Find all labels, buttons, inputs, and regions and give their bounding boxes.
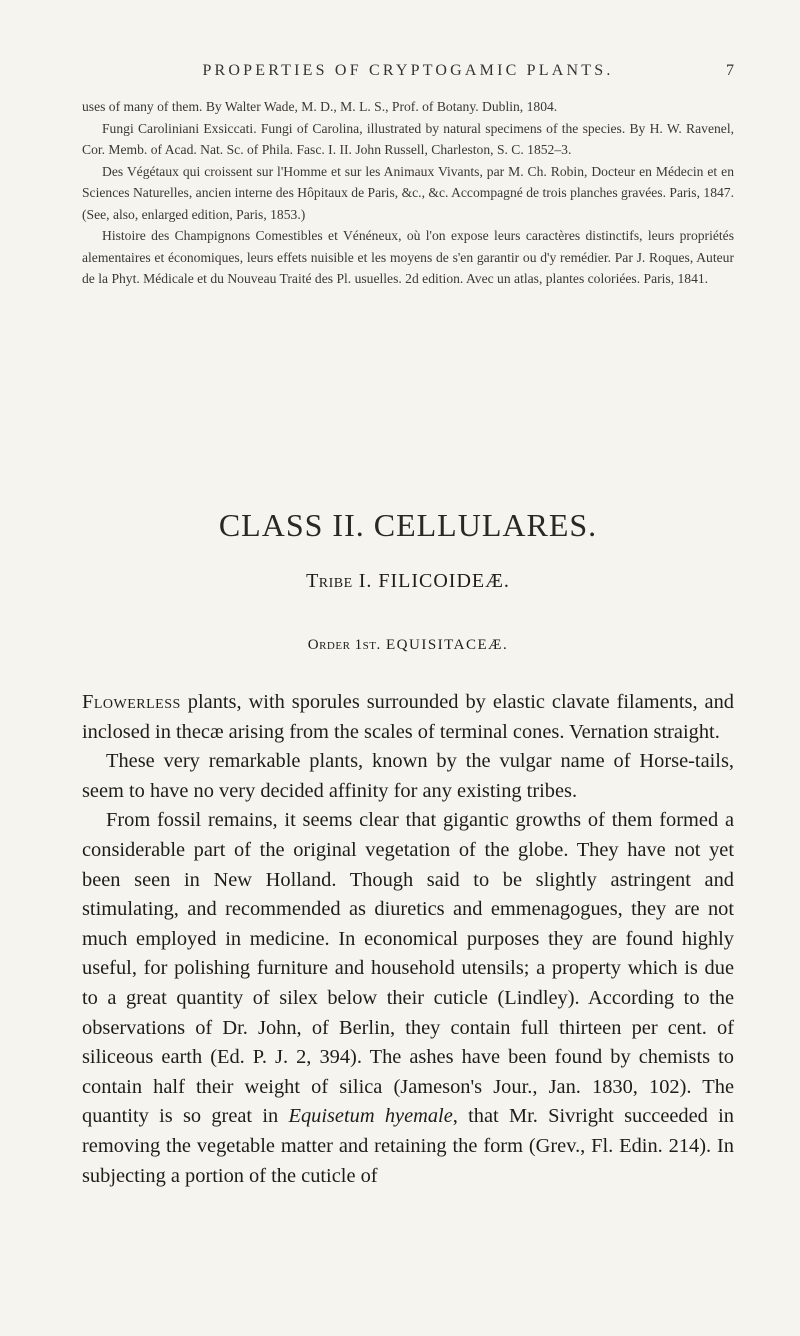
running-head-title: PROPERTIES OF CRYPTOGAMIC PLANTS. (202, 62, 614, 79)
body-paragraph: These very remarkable plants, known by the vulgar name of Horse-tails, seem to have no very decided affinity for any existing tribes. (82, 750, 734, 802)
order-heading (82, 637, 734, 654)
body-paragraph (82, 688, 734, 747)
tribe-heading-prefix: Tribe (306, 570, 353, 592)
species-name: Equisetum hyemale (288, 1105, 453, 1128)
bibliography-entry: Histoire des Champignons Comestibles et Vénéneux, où l'on expose leurs caractères distinctifs, leurs propriétés alementaires et économiques, leurs effets nuisible et les moyens de s'en garantir ou d'y remédier. Par J. Roques, Auteur de la Phyt. Médicale et du Nouveau Traité des Pl. usuelles. 2d edition. Avec un atlas, plantes coloriées. Paris, 1841. (82, 228, 734, 286)
bibliography-entry: Des Végétaux qui croissent sur l'Homme et sur les Animaux Vivants, par M. Ch. Robin, Docteur en Médecin et en Sciences Naturelles, ancien interne des Hôpitaux de Paris, &c., &c. Accompagné de trois planches gravées. Paris, 1847. (See, also, enlarged edition, Paris, 1853.) (82, 163, 734, 222)
body-text (82, 688, 734, 1191)
order-heading-prefix: Order 1st. (307, 637, 381, 653)
body-paragraph (82, 806, 734, 1191)
paragraph-text: plants, with sporules surrounded by elastic clavate filaments, and inclosed in thecæ arising from the scales of terminal cones. Vernation straight. (82, 691, 734, 743)
tribe-heading-rest: I. FILICOIDEÆ. (358, 570, 510, 592)
running-head (82, 62, 734, 80)
paragraph-lead: Flowerless (82, 691, 181, 713)
paragraph-text: From fossil remains, it seems clear that gigantic growths of them formed a considerable part of the original vegetation of the globe. They have not yet been seen in New Holland. Though said to be slightly astringent and stimulating, and recommended as diuretics and emmenagogues, they are not much employed in medicine. In economical purposes they are found highly useful, for polishing furniture and household utensils; a property which is due to a great quantity of silex below their cuticle (Lindley). According to the observations of Dr. John, of Berlin, they contain full thirteen per cent. of siliceous earth (Ed. P. J. 2, 394). The ashes have been found by chemists to contain half their weight of silica (Jameson's Jour., Jan. 1830, 102). The quantity is so great in (82, 809, 734, 1128)
paragraph-text: , that Mr. Sivright succeeded in removing the vegetable matter and retaining the form (Grev., Fl. Edin. 214). In subjecting a portion of the cuticle of (82, 1105, 734, 1187)
class-heading: CLASS II. CELLULARES. (218, 507, 598, 543)
bibliography (82, 96, 734, 290)
order-heading-rest: EQUISITACEÆ. (386, 637, 509, 653)
page-number: 7 (726, 62, 734, 79)
bibliography-entry: Fungi Caroliniani Exsiccati. Fungi of Carolina, illustrated by natural specimens of the species. By H. W. Ravenel, Cor. Memb. of Acad. Nat. Sc. of Phila. Fasc. I. II. John Russell, Charleston, S. C. 1852–3. (82, 120, 734, 157)
tribe-heading (82, 570, 734, 593)
bibliography-entry: uses of many of them. By Walter Wade, M. D., M. L. S., Prof. of Botany. Dublin, 1804. (82, 99, 558, 114)
